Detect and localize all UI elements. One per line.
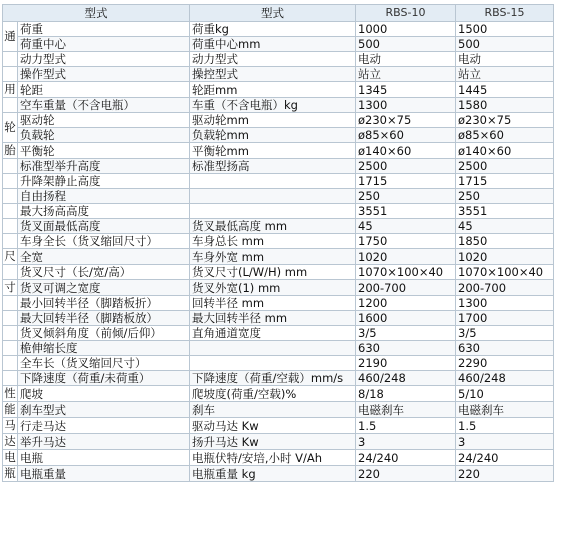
value-rbs15-cell: 2290	[456, 356, 554, 371]
spec-param-cell: 货叉外宽(1) mm	[190, 280, 356, 296]
header-param: 型式	[190, 5, 356, 22]
value-rbs10-cell: 24/240	[356, 450, 456, 466]
spec-param-cell: 货叉最低高度 mm	[190, 219, 356, 234]
spec-param-cell: 平衡轮mm	[190, 143, 356, 159]
table-row	[3, 280, 554, 296]
spec-param-cell	[190, 204, 356, 219]
value-rbs10-cell: 630	[356, 341, 456, 356]
value-rbs10-cell: 电磁刹车	[356, 402, 456, 418]
value-rbs10-cell: 45	[356, 219, 456, 234]
spec-name-cell: 货叉面最低高度	[18, 219, 190, 234]
spec-param-cell: 直角通道宽度	[190, 326, 356, 341]
value-rbs15-cell: 200-700	[456, 280, 554, 296]
value-rbs15-cell: 电动	[456, 52, 554, 67]
spec-name-cell: 货叉可调之宽度	[18, 280, 190, 296]
spec-param-cell: 操控型式	[190, 67, 356, 82]
group-label	[3, 356, 18, 371]
spec-param-cell: 车身总长 mm	[190, 234, 356, 249]
value-rbs15-cell: ø230×75	[456, 113, 554, 128]
group-label	[3, 67, 18, 82]
table-row	[3, 311, 554, 326]
value-rbs10-cell: 460/248	[356, 371, 456, 386]
spec-name-cell: 举升马达	[18, 434, 190, 450]
table-row	[3, 143, 554, 159]
spec-name-cell: 操作型式	[18, 67, 190, 82]
spec-param-cell: 扬升马达 Kw	[190, 434, 356, 450]
spec-name-cell: 电瓶重量	[18, 466, 190, 482]
value-rbs15-cell: 1700	[456, 311, 554, 326]
spec-name-cell: 货叉倾斜角度（前倾/后仰）	[18, 326, 190, 341]
table-row	[3, 296, 554, 311]
spec-name-cell: 驱动轮	[18, 113, 190, 128]
spec-name-cell: 荷重	[18, 22, 190, 37]
value-rbs10-cell: 3551	[356, 204, 456, 219]
spec-param-cell	[190, 356, 356, 371]
spec-name-cell: 桅伸缩长度	[18, 341, 190, 356]
value-rbs15-cell: 630	[456, 341, 554, 356]
value-rbs15-cell: 2500	[456, 159, 554, 174]
group-label	[3, 189, 18, 204]
group-label: 胎	[4, 143, 16, 157]
spec-name-cell: 最大回转半径（脚踏板放）	[18, 311, 190, 326]
table-row	[3, 219, 554, 234]
value-rbs10-cell: 8/18	[356, 386, 456, 402]
spec-param-cell: 最大回转半径 mm	[190, 311, 356, 326]
table-row	[3, 174, 554, 189]
spec-param-cell: 下降速度（荷重/空载）mm/s	[190, 371, 356, 386]
value-rbs15-cell: 3	[456, 434, 554, 450]
value-rbs15-cell: 250	[456, 189, 554, 204]
table-row	[3, 52, 554, 67]
spec-body	[3, 22, 554, 482]
spec-name-cell: 爬坡	[18, 386, 190, 402]
value-rbs10-cell: 电动	[356, 52, 456, 67]
value-rbs15-cell: 1500	[456, 22, 554, 37]
group-label	[3, 219, 18, 234]
spec-param-cell: 轮距mm	[190, 82, 356, 98]
value-rbs10-cell: ø85×60	[356, 128, 456, 143]
group-label: 马	[4, 418, 16, 432]
table-row	[3, 189, 554, 204]
table-row	[3, 67, 554, 82]
group-label	[3, 98, 18, 113]
value-rbs10-cell: 500	[356, 37, 456, 52]
value-rbs10-cell: 1600	[356, 311, 456, 326]
value-rbs10-cell: 1345	[356, 82, 456, 98]
spec-param-cell: 动力型式	[190, 52, 356, 67]
spec-name-cell: 空车重量（不含电瓶）	[18, 98, 190, 113]
table-row	[3, 450, 554, 466]
value-rbs15-cell: 24/240	[456, 450, 554, 466]
table-row	[3, 402, 554, 418]
value-rbs15-cell: 1070×100×40	[456, 265, 554, 280]
spec-name-cell: 全宽	[18, 249, 190, 265]
value-rbs15-cell: 电磁刹车	[456, 402, 554, 418]
spec-name-cell: 电瓶	[18, 450, 190, 466]
value-rbs15-cell: 45	[456, 219, 554, 234]
spec-param-cell: 负载轮mm	[190, 128, 356, 143]
spec-param-cell	[190, 341, 356, 356]
table-row	[3, 434, 554, 450]
spec-param-cell: 刹车	[190, 402, 356, 418]
spec-name-cell: 自由扬程	[18, 189, 190, 204]
table-row	[3, 22, 554, 37]
value-rbs10-cell: 1200	[356, 296, 456, 311]
spec-param-cell	[190, 189, 356, 204]
value-rbs15-cell: 460/248	[456, 371, 554, 386]
spec-table	[2, 4, 554, 482]
table-row	[3, 418, 554, 434]
group-label	[3, 326, 18, 341]
group-label	[3, 159, 18, 174]
value-rbs15-cell: 220	[456, 466, 554, 482]
table-row	[3, 159, 554, 174]
value-rbs15-cell: 500	[456, 37, 554, 52]
value-rbs15-cell: ø85×60	[456, 128, 554, 143]
value-rbs10-cell: ø230×75	[356, 113, 456, 128]
group-label	[3, 311, 18, 326]
value-rbs15-cell: 1300	[456, 296, 554, 311]
spec-param-cell: 爬坡度(荷重/空载)%	[190, 386, 356, 402]
value-rbs15-cell: 1020	[456, 249, 554, 265]
spec-name-cell: 车身全长（货叉缩回尺寸）	[18, 234, 190, 249]
group-label	[3, 296, 18, 311]
spec-name-cell: 行走马达	[18, 418, 190, 434]
spec-param-cell: 荷重中心mm	[190, 37, 356, 52]
spec-param-cell: 电瓶重量 kg	[190, 466, 356, 482]
header-model-rbs10: RBS-10	[356, 5, 456, 22]
spec-param-cell: 车身外宽 mm	[190, 249, 356, 265]
group-label	[3, 174, 18, 189]
group-label: 通	[3, 22, 18, 52]
value-rbs10-cell: 250	[356, 189, 456, 204]
value-rbs15-cell: 1715	[456, 174, 554, 189]
group-label	[3, 204, 18, 219]
group-label: 达	[4, 434, 16, 448]
spec-name-cell: 升降架静止高度	[18, 174, 190, 189]
table-row	[3, 371, 554, 386]
group-label: 电	[4, 450, 16, 464]
table-row	[3, 37, 554, 52]
value-rbs10-cell: 1.5	[356, 418, 456, 434]
value-rbs15-cell: 3551	[456, 204, 554, 219]
group-label: 能	[4, 402, 16, 416]
group-label: 用	[4, 82, 16, 96]
value-rbs10-cell: 3	[356, 434, 456, 450]
table-row	[3, 204, 554, 219]
value-rbs10-cell: 1020	[356, 249, 456, 265]
group-label	[3, 265, 18, 280]
table-row	[3, 113, 554, 128]
spec-param-cell: 驱动轮mm	[190, 113, 356, 128]
value-rbs10-cell: 1300	[356, 98, 456, 113]
table-row	[3, 265, 554, 280]
spec-param-cell: 回转半径 mm	[190, 296, 356, 311]
group-label: 瓶	[4, 466, 16, 480]
spec-name-cell: 全车长（货叉缩回尺寸）	[18, 356, 190, 371]
value-rbs15-cell: 1.5	[456, 418, 554, 434]
table-row	[3, 356, 554, 371]
spec-name-cell: 刹车型式	[18, 402, 190, 418]
value-rbs10-cell: 1000	[356, 22, 456, 37]
value-rbs10-cell: 220	[356, 466, 456, 482]
group-label: 寸	[4, 280, 16, 294]
group-label	[3, 234, 18, 249]
spec-name-cell: 动力型式	[18, 52, 190, 67]
value-rbs15-cell: ø140×60	[456, 143, 554, 159]
spec-name-cell: 平衡轮	[18, 143, 190, 159]
header-row	[3, 5, 554, 22]
header-model-rbs15: RBS-15	[456, 5, 554, 22]
value-rbs15-cell: 1580	[456, 98, 554, 113]
spec-name-cell: 最大扬高高度	[18, 204, 190, 219]
group-label: 轮	[3, 113, 18, 143]
value-rbs10-cell: 2190	[356, 356, 456, 371]
spec-param-cell: 货叉尺寸(L/W/H) mm	[190, 265, 356, 280]
table-row	[3, 128, 554, 143]
table-row	[3, 82, 554, 98]
table-row	[3, 466, 554, 482]
value-rbs15-cell: 1445	[456, 82, 554, 98]
spec-param-cell: 荷重kg	[190, 22, 356, 37]
spec-param-cell: 电瓶伏特/安培,小时 V/Ah	[190, 450, 356, 466]
spec-name-cell: 下降速度（荷重/未荷重）	[18, 371, 190, 386]
table-row	[3, 234, 554, 249]
table-row	[3, 341, 554, 356]
spec-param-cell	[190, 174, 356, 189]
spec-name-cell: 轮距	[18, 82, 190, 98]
spec-param-cell: 驱动马达 Kw	[190, 418, 356, 434]
value-rbs10-cell: 200-700	[356, 280, 456, 296]
group-label	[3, 52, 18, 67]
spec-param-cell: 车重（不含电瓶）kg	[190, 98, 356, 113]
value-rbs10-cell: ø140×60	[356, 143, 456, 159]
table-row	[3, 326, 554, 341]
spec-name-cell: 荷重中心	[18, 37, 190, 52]
group-label	[3, 371, 18, 386]
value-rbs10-cell: 2500	[356, 159, 456, 174]
group-label: 尺	[4, 249, 16, 263]
value-rbs15-cell: 1850	[456, 234, 554, 249]
table-row	[3, 249, 554, 265]
group-label: 性	[4, 386, 16, 400]
spec-param-cell: 标准型扬高	[190, 159, 356, 174]
spec-name-cell: 最小回转半径（脚踏板折）	[18, 296, 190, 311]
value-rbs10-cell: 站立	[356, 67, 456, 82]
value-rbs10-cell: 1715	[356, 174, 456, 189]
table-row	[3, 386, 554, 402]
value-rbs10-cell: 3/5	[356, 326, 456, 341]
value-rbs10-cell: 1750	[356, 234, 456, 249]
value-rbs15-cell: 站立	[456, 67, 554, 82]
value-rbs15-cell: 5/10	[456, 386, 554, 402]
value-rbs15-cell: 3/5	[456, 326, 554, 341]
spec-name-cell: 标准型举升高度	[18, 159, 190, 174]
spec-name-cell: 负载轮	[18, 128, 190, 143]
value-rbs10-cell: 1070×100×40	[356, 265, 456, 280]
header-type: 型式	[3, 5, 190, 22]
table-row	[3, 98, 554, 113]
group-label	[3, 341, 18, 356]
spec-name-cell: 货叉尺寸（长/宽/高）	[18, 265, 190, 280]
